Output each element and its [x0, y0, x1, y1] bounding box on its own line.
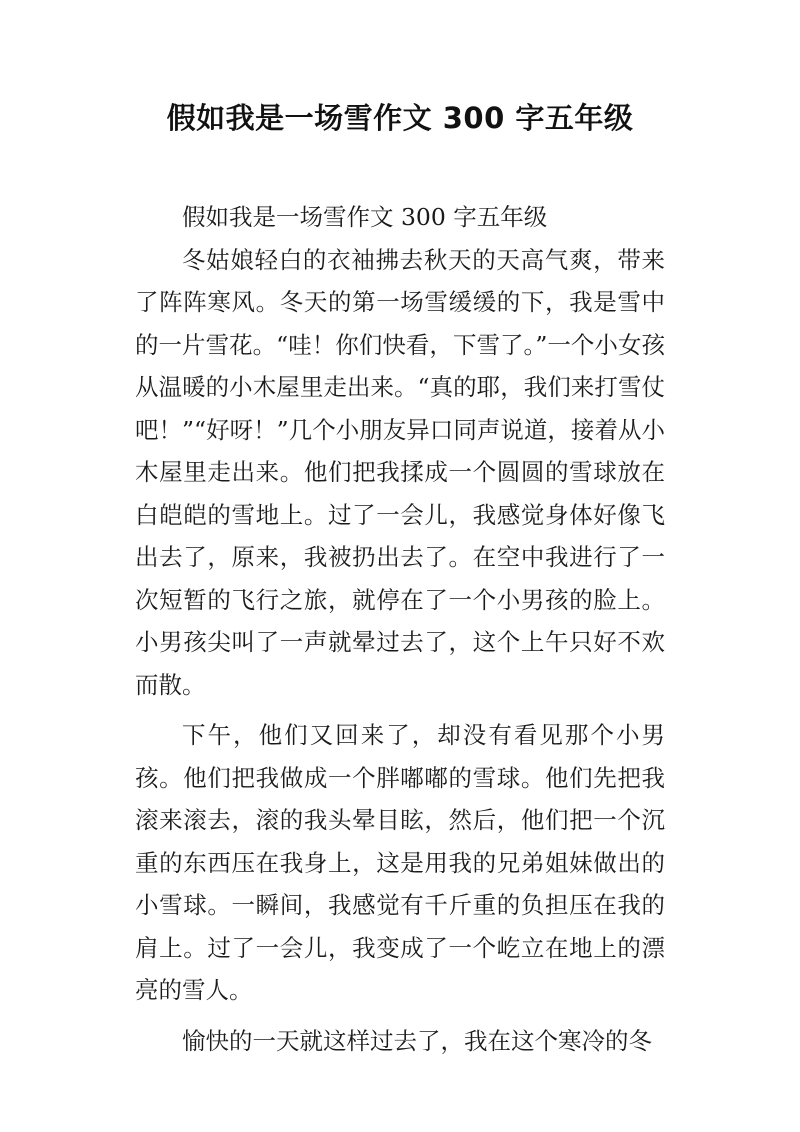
document-body [135, 196, 665, 1062]
paragraph-3: 愉快的一天就这样过去了，我在这个寒冷的冬 [182, 1026, 652, 1055]
paragraph-1: 冬姑娘轻白的衣袖拂去秋天的天高气爽，带来了阵阵寒风。冬天的第一场雪缓缓的下，我是雪中的一片雪花。“哇！你们快看，下雪了。”一个小女孩从温暖的小木屋里走出来。“真的耶，我们来打雪仗吧！”“好呀！”几个小朋友异口同声说道，接着从小木屋里走出来。他们把我揉成一个圆圆的雪球放在白皑皑的雪地上。过了一会儿，我感觉身体好像飞出去了，原来，我被扔出去了。在空中我进行了一次短暂的飞行之旅，就停在了一个小男孩的脸上。小男孩尖叫了一声就晕过去了，这个上午只好不欢而散。 [135, 245, 665, 699]
paragraph-2: 下午，他们又回来了，却没有看见那个小男孩。他们把我做成一个胖嘟嘟的雪球。他们先把我滚来滚去，滚的我头晕目眩，然后，他们把一个沉重的东西压在我身上，这是用我的兄弟姐妹做出的小雪球。一瞬间，我感觉有千斤重的负担压在我的肩上。过了一会儿，我变成了一个屹立在地上的漂亮的雪人。 [135, 721, 665, 1004]
document-title: 假如我是一场雪作文 300 字五年级 [166, 101, 634, 135]
subtitle-paragraph: 假如我是一场雪作文 300 字五年级 [182, 203, 548, 231]
